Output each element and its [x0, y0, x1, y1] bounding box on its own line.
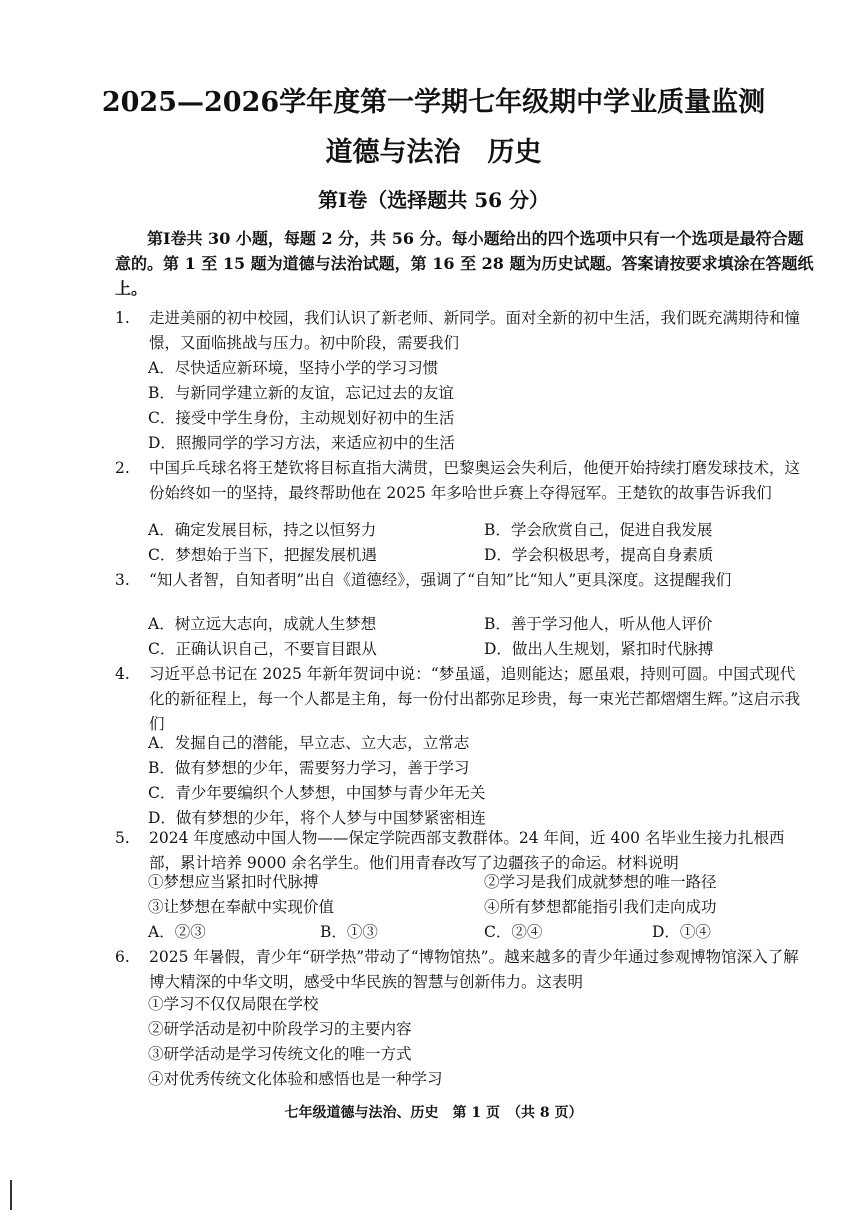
statement-2: ②研学活动是初中阶段学习的主要内容 — [148, 1020, 412, 1038]
statement-3: ③让梦想在奉献中实现价值 — [148, 898, 335, 916]
question-number: 2. — [115, 459, 130, 477]
statement-1: ①梦想应当紧扣时代脉搏 — [148, 873, 319, 891]
question-number: 4. — [115, 665, 130, 683]
question-1 — [115, 306, 805, 356]
option-a: A．确定发展目标，持之以恒努力 — [148, 521, 377, 539]
question-number: 1. — [115, 309, 130, 327]
question-2 — [115, 456, 805, 506]
option-d: D．学会积极思考，提高自身素质 — [484, 546, 714, 564]
option-c: C．接受中学生身份，主动规划好初中的生活 — [148, 409, 455, 427]
statement-1: ①学习不仅仅局限在学校 — [148, 995, 319, 1013]
option-b: B．与新同学建立新的友谊，忘记过去的友谊 — [148, 384, 454, 402]
binding-mark — [10, 1180, 12, 1210]
option-b: B．①③ — [320, 923, 378, 941]
question-text: 习近平总书记在 2025 年新年贺词中说：“梦虽遥，追则能达；愿虽艰，持则可圆。中国式现代化的新征程上，每一个人都是主角，每一份付出都弥足珍贵，每一束光芒都熠熠生辉。”这启示我们 — [149, 665, 801, 733]
option-d: D．做出人生规划，紧扣时代脉搏 — [484, 640, 714, 658]
option-d: D．做有梦想的少年，将个人梦与中国梦紧密相连 — [148, 809, 486, 827]
instructions: 第Ⅰ卷共 30 小题，每题 2 分，共 56 分。每小题给出的四个选项中只有一个选项是最符合题意的。第 1 至 15 题为道德与法治试题，第 16 至 28 题为历史试题。答案请按要求填涂在答题纸上。 — [115, 229, 814, 298]
option-c: C．正确认识自己，不要盲目跟从 — [148, 640, 377, 658]
option-d: D．①④ — [652, 923, 711, 941]
statement-3: ③研学活动是学习传统文化的唯一方式 — [148, 1045, 412, 1063]
question-5 — [115, 826, 805, 876]
option-a: A．尽快适应新环境，坚持小学的学习习惯 — [148, 359, 439, 377]
question-text: 2024 年度感动中国人物——保定学院西部支教群体。24 年间，近 400 名毕业生接力扎根西部，累计培养 9000 余名学生。他们用青春改写了边疆孩子的命运。材料说明 — [149, 829, 785, 872]
question-3 — [115, 568, 805, 593]
question-text: 走进美丽的初中校园，我们认识了新老师、新同学。面对全新的初中生活，我们既充满期待和憧憬，又面临挑战与压力。初中阶段，需要我们 — [149, 309, 801, 352]
statement-4: ④对优秀传统文化体验和感悟也是一种学习 — [148, 1070, 443, 1088]
option-b: B．做有梦想的少年，需要努力学习，善于学习 — [148, 759, 470, 777]
question-number: 6. — [115, 948, 130, 966]
question-number: 3. — [115, 571, 130, 589]
section-title: 第Ⅰ卷（选择题共 56 分） — [317, 188, 550, 212]
question-text: 2025 年暑假，青少年“研学热”带动了“博物馆热”。越来越多的青少年通过参观博物馆深入了解博大精深的中华文明，感受中华民族的智慧与创新伟力。这表明 — [149, 948, 799, 991]
question-text: 中国乒乓球名将王楚钦将目标直指大满贯，巴黎奥运会失利后，他便开始持续打磨发球技术，这份始终如一的坚持，最终帮助他在 2025 年多哈世乒赛上夺得冠军。王楚钦的故事告诉我们 — [149, 459, 801, 502]
statement-4: ④所有梦想都能指引我们走向成功 — [484, 898, 717, 916]
option-c: C．青少年要编织个人梦想，中国梦与青少年无关 — [148, 784, 486, 802]
option-b: B．善于学习他人，听从他人评价 — [484, 615, 713, 633]
subject-title: 道德与法治 历史 — [325, 137, 542, 168]
statement-2: ②学习是我们成就梦想的唯一路径 — [484, 873, 717, 891]
question-text: “知人者智，自知者明”出自《道德经》，强调了“自知”比“知人”更具深度。这提醒我们 — [149, 571, 732, 589]
exam-title: 2025—2026学年度第一学期七年级期中学业质量监测 — [101, 87, 766, 118]
question-6 — [115, 945, 805, 995]
option-b: B．学会欣赏自己，促进自我发展 — [484, 521, 713, 539]
option-d: D．照搬同学的学习方法，来适应初中的生活 — [148, 434, 455, 452]
question-4 — [115, 662, 805, 737]
question-number: 5. — [115, 829, 130, 847]
option-a: A．②③ — [148, 923, 206, 941]
option-c: C．梦想始于当下，把握发展机遇 — [148, 546, 377, 564]
option-c: C．②④ — [484, 923, 543, 941]
option-a: A．发掘自己的潜能，早立志、立大志，立常志 — [148, 734, 470, 752]
page-footer: 七年级道德与法治、历史 第 1 页 （共 8 页） — [284, 1105, 583, 1121]
option-a: A．树立远大志向，成就人生梦想 — [148, 615, 377, 633]
